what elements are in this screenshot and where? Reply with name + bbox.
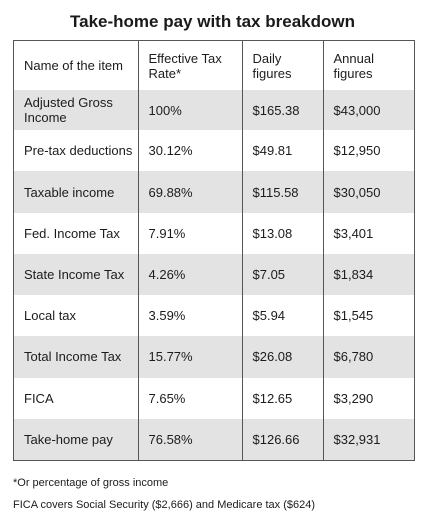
header-annual-figures: Annual figures xyxy=(333,50,374,81)
header-effective-tax-rate: Effective Tax Rate* xyxy=(138,41,242,90)
cell-annual: $30,050 xyxy=(333,184,381,200)
table-body xyxy=(14,90,414,460)
cell-annual: $32,931 xyxy=(333,431,381,447)
table-row xyxy=(14,419,414,460)
cell-item: Pre-tax deductions xyxy=(14,130,138,171)
cell-item: FICA xyxy=(14,378,138,419)
cell-annual: $3,401 xyxy=(333,225,374,241)
header-row xyxy=(14,41,414,90)
table-row xyxy=(14,90,414,130)
cell-daily: $115.58 xyxy=(242,171,323,212)
cell-rate: 69.88% xyxy=(138,171,242,212)
cell-rate: 76.58% xyxy=(138,419,242,460)
cell-daily: $13.08 xyxy=(242,213,323,254)
cell-rate: 30.12% xyxy=(138,130,242,171)
cell-item: Taxable income xyxy=(14,171,138,212)
footnote-fica: FICA covers Social Security ($2,666) and Medicare tax ($624) xyxy=(13,499,316,511)
table-row xyxy=(14,336,414,377)
cell-rate: 4.26% xyxy=(138,254,242,295)
header-item-name: Name of the item xyxy=(14,41,138,90)
cell-daily: $26.08 xyxy=(242,336,323,377)
cell-rate: 7.65% xyxy=(138,378,242,419)
page-title: Take-home pay with tax breakdown xyxy=(70,12,355,31)
cell-item: Adjusted Gross Income xyxy=(14,90,138,130)
table-row xyxy=(14,171,414,212)
cell-item: Fed. Income Tax xyxy=(14,213,138,254)
cell-annual: $6,780 xyxy=(333,349,374,365)
cell-item: Local tax xyxy=(14,295,138,336)
table-row xyxy=(14,213,414,254)
cell-rate: 15.77% xyxy=(138,336,242,377)
cell-item: State Income Tax xyxy=(14,254,138,295)
tax-breakdown-table xyxy=(13,40,415,461)
table-header xyxy=(14,41,414,90)
cell-annual: $1,545 xyxy=(333,308,374,324)
cell-annual: $3,290 xyxy=(333,390,374,406)
cell-daily: $49.81 xyxy=(242,130,323,171)
cell-daily: $12.65 xyxy=(242,378,323,419)
table-row xyxy=(14,378,414,419)
footnote-tax-rate: *Or percentage of gross income xyxy=(13,477,169,489)
cell-rate: 100% xyxy=(138,90,242,130)
table-row xyxy=(14,254,414,295)
cell-annual: $1,834 xyxy=(333,266,374,282)
cell-item: Take-home pay xyxy=(14,419,138,460)
cell-rate: 7.91% xyxy=(138,213,242,254)
table-row xyxy=(14,130,414,171)
cell-annual: $12,950 xyxy=(333,143,381,159)
header-daily-figures: Daily figures xyxy=(242,41,323,90)
table-row xyxy=(14,295,414,336)
cell-daily: $126.66 xyxy=(242,419,323,460)
cell-item: Total Income Tax xyxy=(14,336,138,377)
cell-daily: $165.38 xyxy=(242,90,323,130)
cell-rate: 3.59% xyxy=(138,295,242,336)
cell-daily: $7.05 xyxy=(242,254,323,295)
cell-daily: $5.94 xyxy=(242,295,323,336)
cell-annual: $43,000 xyxy=(333,102,381,118)
